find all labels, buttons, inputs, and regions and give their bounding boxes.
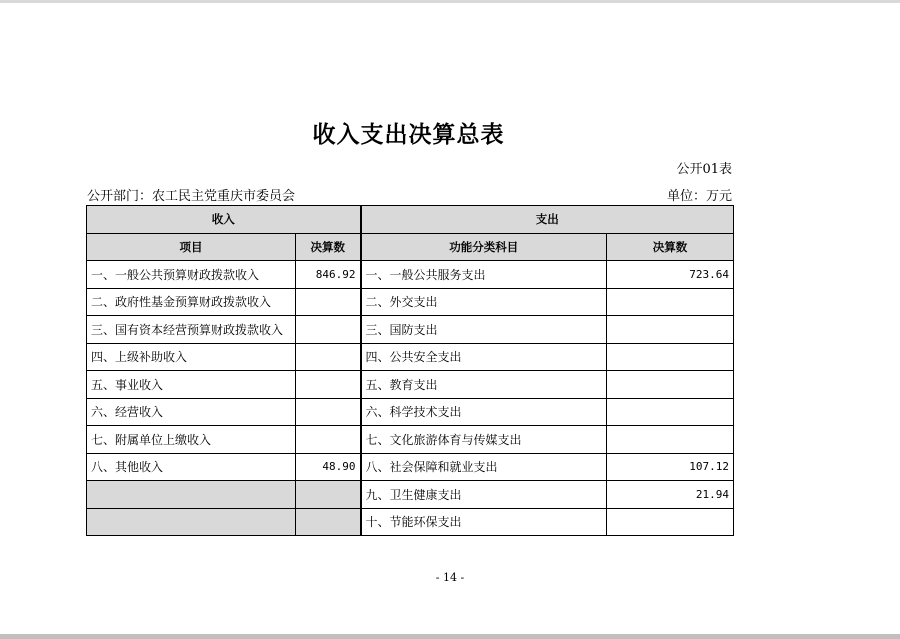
expense-header: 支出 xyxy=(361,206,734,234)
income-item: 三、国有资本经营预算财政拨款收入 xyxy=(87,316,296,344)
income-amount xyxy=(296,316,361,344)
expense-amount: 21.94 xyxy=(607,481,734,509)
page-bottom-edge xyxy=(0,634,900,639)
table-row xyxy=(87,426,734,454)
income-item: 七、附属单位上缴收入 xyxy=(87,426,296,454)
income-amount xyxy=(296,288,361,316)
income-amount xyxy=(296,343,361,371)
expense-amount: 107.12 xyxy=(607,453,734,481)
col-amount-header: 决算数 xyxy=(296,233,361,261)
expense-item: 六、科学技术支出 xyxy=(361,398,607,426)
income-item: 六、经营收入 xyxy=(87,398,296,426)
income-item xyxy=(87,508,296,536)
table-row xyxy=(87,316,734,344)
table-row xyxy=(87,481,734,509)
expense-amount xyxy=(607,316,734,344)
income-amount xyxy=(296,426,361,454)
expense-item: 二、外交支出 xyxy=(361,288,607,316)
expense-amount xyxy=(607,398,734,426)
income-item: 四、上级补助收入 xyxy=(87,343,296,371)
expense-amount: 723.64 xyxy=(607,261,734,289)
income-item xyxy=(87,481,296,509)
unit-label: 单位：万元 xyxy=(666,189,732,204)
table-row xyxy=(87,508,734,536)
table-row xyxy=(87,371,734,399)
table-row xyxy=(87,288,734,316)
expense-item: 四、公共安全支出 xyxy=(361,343,607,371)
income-amount xyxy=(296,481,361,509)
expense-item: 九、卫生健康支出 xyxy=(361,481,607,509)
page-title: 收入支出决算总表 xyxy=(312,122,505,148)
income-header: 收入 xyxy=(87,206,361,234)
income-expense-table xyxy=(86,205,734,536)
income-amount xyxy=(296,508,361,536)
page-top-edge xyxy=(0,0,900,3)
expense-item: 八、社会保障和就业支出 xyxy=(361,453,607,481)
table-row xyxy=(87,261,734,289)
col-func-header: 功能分类科目 xyxy=(361,233,607,261)
expense-amount xyxy=(607,371,734,399)
expense-amount xyxy=(607,343,734,371)
income-amount xyxy=(296,371,361,399)
income-amount xyxy=(296,398,361,426)
expense-item: 三、国防支出 xyxy=(361,316,607,344)
table-row xyxy=(87,398,734,426)
col-amount2-header: 决算数 xyxy=(607,233,734,261)
department-label: 公开部门：农工民主党重庆市委员会 xyxy=(87,189,296,204)
income-amount: 48.90 xyxy=(296,453,361,481)
table-header-row-1 xyxy=(87,206,734,234)
expense-amount xyxy=(607,508,734,536)
expense-amount xyxy=(607,426,734,454)
income-item: 一、一般公共预算财政拨款收入 xyxy=(87,261,296,289)
income-item: 八、其他收入 xyxy=(87,453,296,481)
page-number: - 14 - xyxy=(435,571,465,584)
col-item-header: 项目 xyxy=(87,233,296,261)
table-header-row-2 xyxy=(87,233,734,261)
form-number: 公开01表 xyxy=(676,162,732,177)
income-item: 二、政府性基金预算财政拨款收入 xyxy=(87,288,296,316)
table-row xyxy=(87,453,734,481)
expense-item: 一、一般公共服务支出 xyxy=(361,261,607,289)
expense-amount xyxy=(607,288,734,316)
table-row xyxy=(87,343,734,371)
income-amount: 846.92 xyxy=(296,261,361,289)
expense-item: 七、文化旅游体育与传媒支出 xyxy=(361,426,607,454)
income-item: 五、事业收入 xyxy=(87,371,296,399)
expense-item: 五、教育支出 xyxy=(361,371,607,399)
expense-item: 十、节能环保支出 xyxy=(361,508,607,536)
